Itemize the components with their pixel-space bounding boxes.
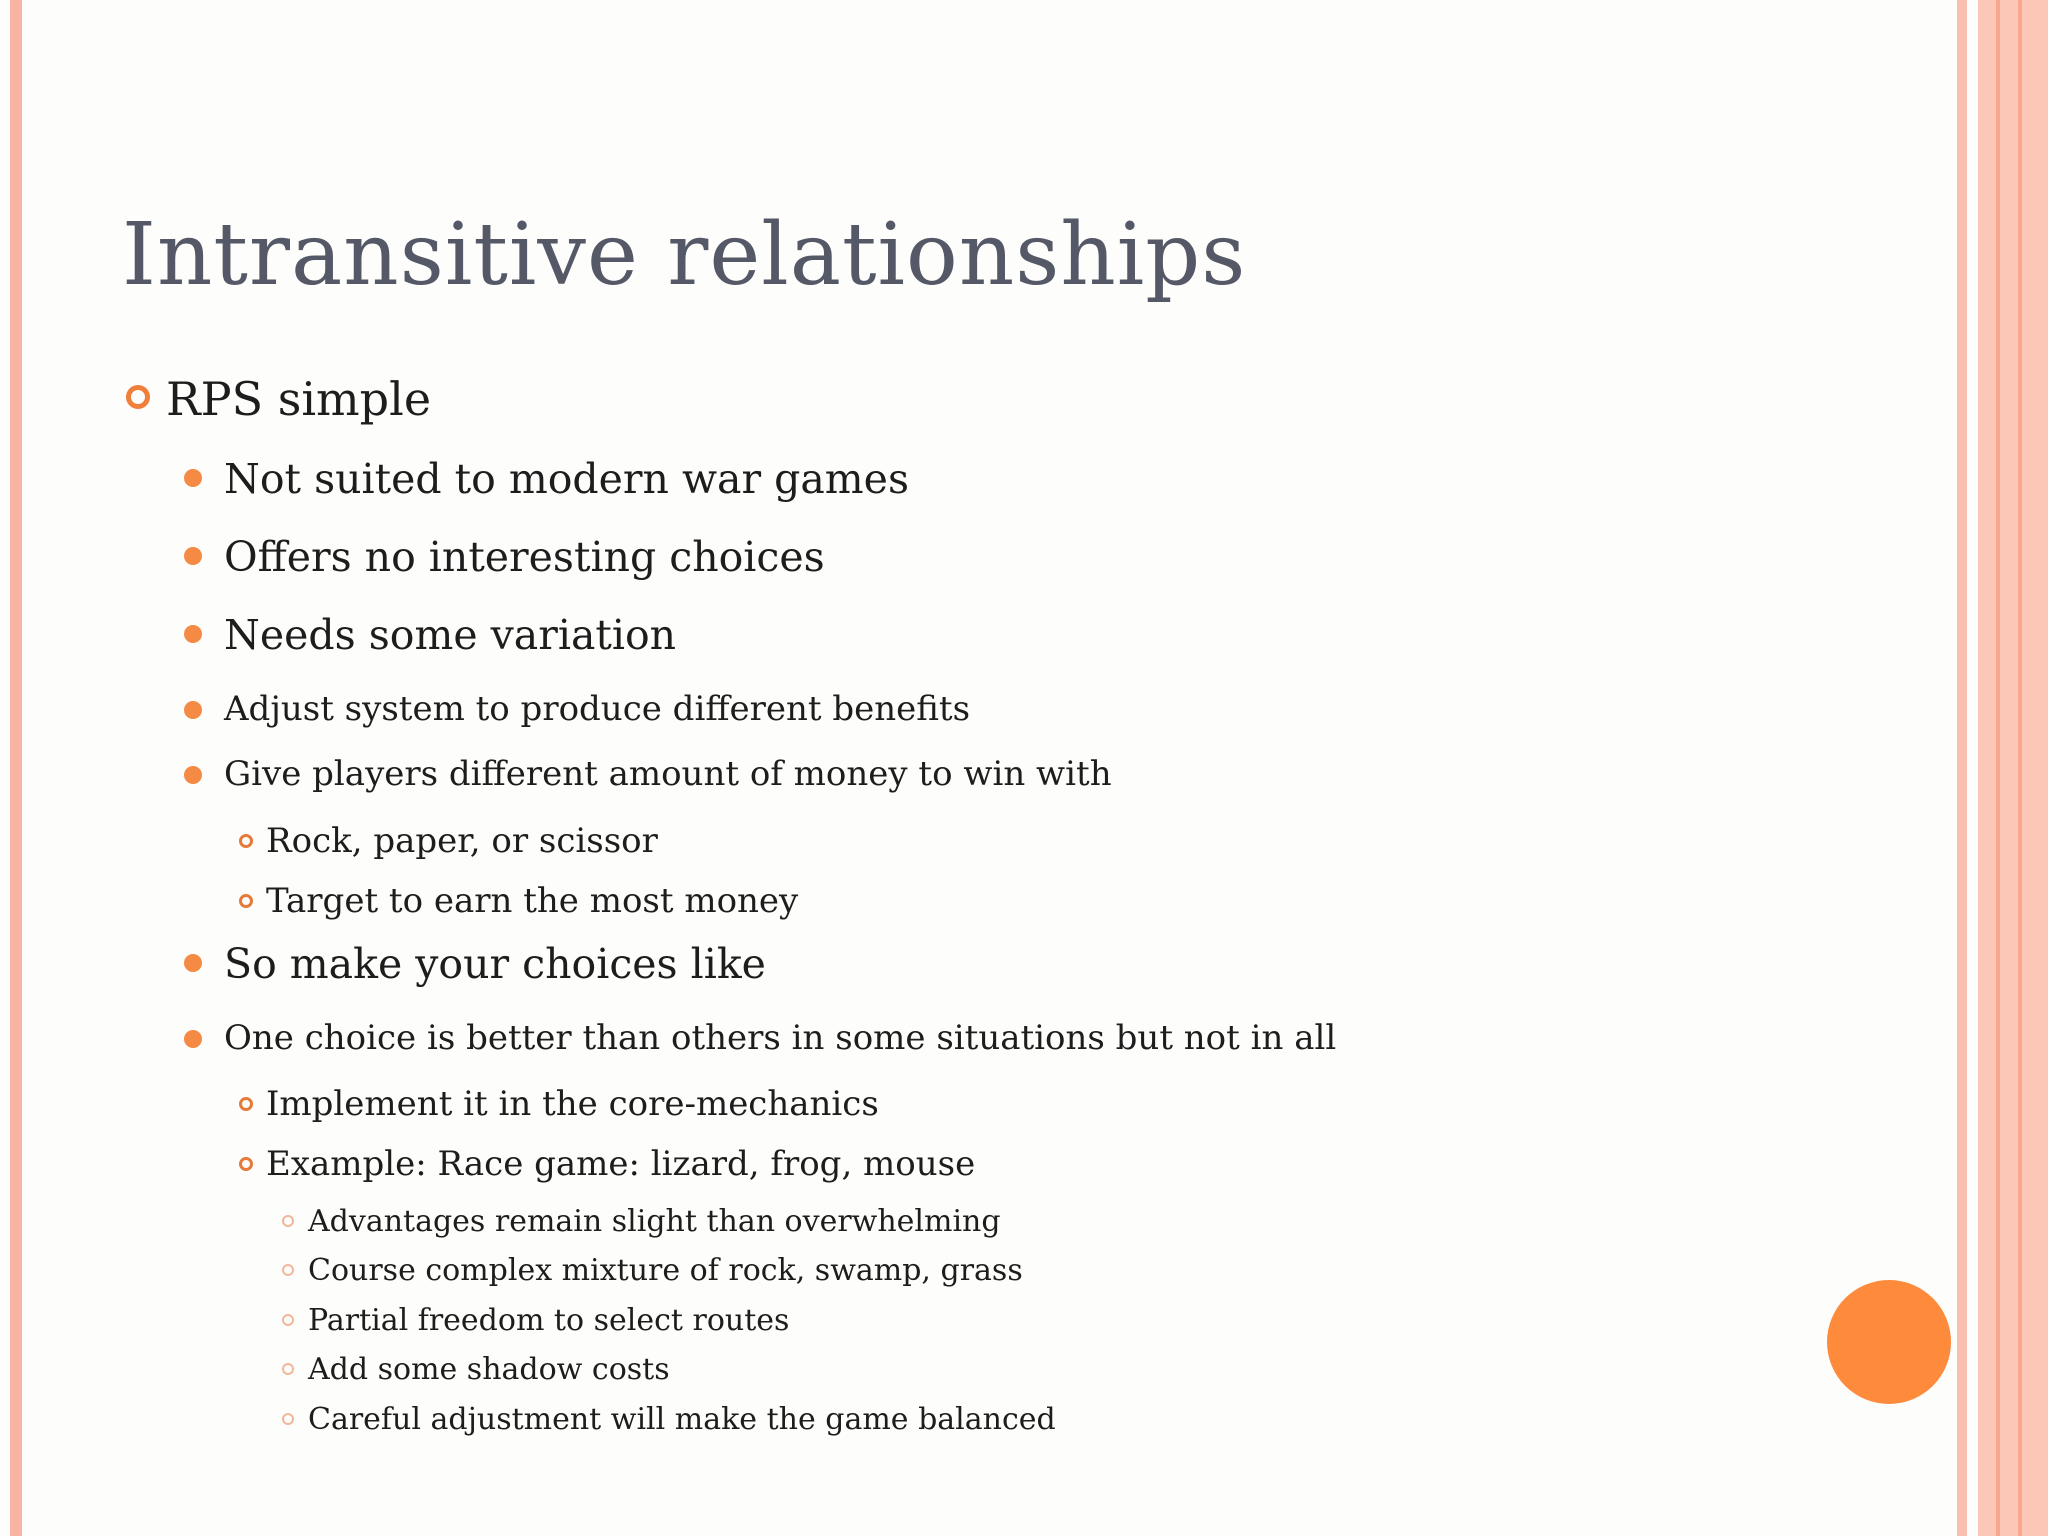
small-ring-bullet-icon — [282, 1363, 294, 1375]
list-item: Course complex mixture of rock, swamp, grass — [308, 1253, 1023, 1288]
list-item: Offers no interesting choices — [224, 533, 825, 581]
dot-bullet-icon — [184, 547, 202, 565]
list-item: Give players different amount of money to win with — [224, 754, 1112, 794]
list-item: Add some shadow costs — [308, 1352, 670, 1387]
small-ring-bullet-icon — [282, 1264, 294, 1276]
list-item: RPS simple — [166, 372, 432, 426]
small-ring-bullet-icon — [282, 1314, 294, 1326]
list-item: Needs some variation — [224, 611, 677, 659]
dot-bullet-icon — [184, 701, 202, 719]
list-item: Rock, paper, or scissor — [266, 821, 658, 861]
right-border-band — [1978, 0, 2048, 1536]
dot-bullet-icon — [184, 766, 202, 784]
ring-bullet-icon — [239, 1157, 253, 1171]
ring-bullet-icon — [239, 894, 253, 908]
ring-bullet-icon — [126, 385, 150, 409]
dot-bullet-icon — [184, 954, 202, 972]
list-item: One choice is better than others in some situations but not in all — [224, 1018, 1337, 1058]
right-border-line-2 — [2018, 0, 2022, 1536]
small-ring-bullet-icon — [282, 1413, 294, 1425]
dot-bullet-icon — [184, 1030, 202, 1048]
dot-bullet-icon — [184, 469, 202, 487]
small-ring-bullet-icon — [282, 1215, 294, 1227]
list-item: Implement it in the core-mechanics — [266, 1084, 879, 1124]
dot-bullet-icon — [184, 625, 202, 643]
list-item: Partial freedom to select routes — [308, 1303, 790, 1338]
slide-title: Intransitive relationships — [122, 205, 1247, 305]
list-item: Target to earn the most money — [266, 881, 799, 921]
list-item: So make your choices like — [224, 940, 766, 988]
list-item: Advantages remain slight than overwhelming — [308, 1204, 1001, 1239]
ring-bullet-icon — [239, 834, 253, 848]
list-item: Not suited to modern war games — [224, 455, 909, 503]
ring-bullet-icon — [239, 1097, 253, 1111]
list-item: Careful adjustment will make the game balanced — [308, 1402, 1056, 1437]
right-border-stripe — [1957, 0, 1967, 1536]
list-item: Example: Race game: lizard, frog, mouse — [266, 1144, 976, 1184]
list-item: Adjust system to produce different benefits — [224, 689, 971, 729]
decorative-orange-circle — [1827, 1280, 1951, 1404]
right-border-line-1 — [1996, 0, 2000, 1536]
